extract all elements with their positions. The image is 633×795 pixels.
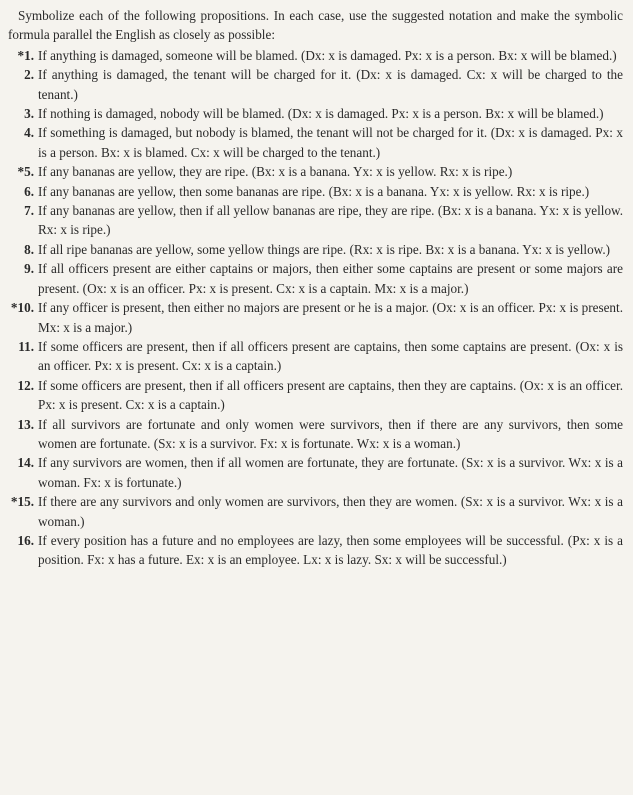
exercise-item xyxy=(8,492,623,531)
exercise-text: If any bananas are yellow, they are ripe. (Bx: x is a banana. Yx: x is yellow. Rx: x is ripe.) xyxy=(38,164,513,180)
exercise-number: 14. xyxy=(17,455,34,471)
exercise-text: If every position has a future and no employees are lazy, then some employees will be successful. (Px: x is a position. Fx: x has a future. Ex: x is an employee. Lx: x is lazy. Sx: x will be successful.) xyxy=(38,532,623,568)
exercise-list xyxy=(8,46,623,570)
exercise-number: *15. xyxy=(10,494,34,510)
exercise-text: If anything is damaged, someone will be blamed. (Dx: x is damaged. Px: x is a person. Bx: x will be blamed.) xyxy=(38,47,617,63)
exercise-text: If some officers are present, then if all officers present are captains, then they are captains. (Ox: x is an officer. Px: x is present. Cx: x is a captain.) xyxy=(38,377,623,413)
exercise-item xyxy=(8,182,623,201)
exercise-text: If all survivors are fortunate and only women were survivors, then if there are any survivors, then some women are fortunate. (Sx: x is a survivor. Fx: x is fortunate. Wx: x is a woman.) xyxy=(38,416,623,451)
exercise-item xyxy=(8,162,623,181)
exercise-text: If all officers present are either captains or majors, then either some captains are present or some majors are present. (Ox: x is an officer. Px: x is present. Cx: x is a captain. Mx: x is a major.) xyxy=(38,261,623,296)
exercise-number: *10. xyxy=(10,300,34,316)
exercise-item xyxy=(8,337,623,376)
exercise-number: 4. xyxy=(24,125,34,141)
exercise-item xyxy=(8,123,623,162)
exercise-text: If any bananas are yellow, then some bananas are ripe. (Bx: x is a banana. Yx: x is yellow. Rx: x is ripe.) xyxy=(38,183,590,199)
instructions: Symbolize each of the following propositions. In each case, use the suggested notation and make the symbolic formula parallel the English as closely as possible: xyxy=(8,8,623,43)
exercise-text: If nothing is damaged, nobody will be blamed. (Dx: x is damaged. Px: x is a person. Bx: x will be blamed.) xyxy=(38,106,604,122)
exercise-text: If some officers are present, then if all officers present are captains, then some captains are present. (Ox: x is an officer. Px: x is present. Cx: x is a captain.) xyxy=(38,338,623,374)
exercise-number: 11. xyxy=(18,338,34,354)
exercise-text: If anything is damaged, the tenant will be charged for it. (Dx: x is damaged. Cx: x will be charged to the tenant.) xyxy=(38,67,623,102)
exercise-item xyxy=(8,531,623,570)
exercise-text: If there are any survivors and only women are survivors, then they are women. (Sx: x is a survivor. Wx: x is a woman.) xyxy=(38,494,623,529)
exercise-text: If any bananas are yellow, then if all yellow bananas are ripe, they are ripe. (Bx: x is a banana. Yx: x is yellow. Rx: x is ripe.) xyxy=(38,203,623,238)
exercise-number: 2. xyxy=(24,67,34,83)
exercise-number: 9. xyxy=(24,261,34,277)
exercise-item xyxy=(8,65,623,104)
exercise-number: 7. xyxy=(24,203,34,219)
exercise-number: 6. xyxy=(24,183,34,199)
exercise-item xyxy=(8,104,623,123)
exercise-text: If any officer is present, then either no majors are present or he is a major. (Ox: x is an officer. Px: x is present. Mx: x is a major.) xyxy=(38,300,623,335)
exercise-item xyxy=(8,298,623,337)
exercise-number: 3. xyxy=(24,106,34,122)
exercise-number: *1. xyxy=(17,47,34,63)
exercise-text: If any survivors are women, then if all women are fortunate, they are fortunate. (Sx: x is a survivor. Wx: x is a woman. Fx: x is fortunate.) xyxy=(38,455,623,490)
exercise-number: *5. xyxy=(17,164,34,180)
exercise-number: 8. xyxy=(24,241,34,257)
exercise-number: 16. xyxy=(17,532,34,548)
exercise-item xyxy=(8,201,623,240)
exercise-item xyxy=(8,376,623,415)
exercise-text: If something is damaged, but nobody is blamed, the tenant will not be charged for it. (Dx: x is damaged. Px: x is a person. Bx: x is blamed. Cx: x will be charged to the tenant.) xyxy=(38,125,623,160)
exercise-number: 13. xyxy=(17,416,34,432)
exercise-number: 12. xyxy=(17,377,34,393)
exercise-text: If all ripe bananas are yellow, some yellow things are ripe. (Rx: x is ripe. Bx: x is a banana. Yx: x is yellow.) xyxy=(38,241,611,257)
exercise-item xyxy=(8,46,623,65)
exercise-item xyxy=(8,415,623,454)
exercise-item xyxy=(8,453,623,492)
exercise-item xyxy=(8,259,623,298)
exercise-item xyxy=(8,240,623,259)
